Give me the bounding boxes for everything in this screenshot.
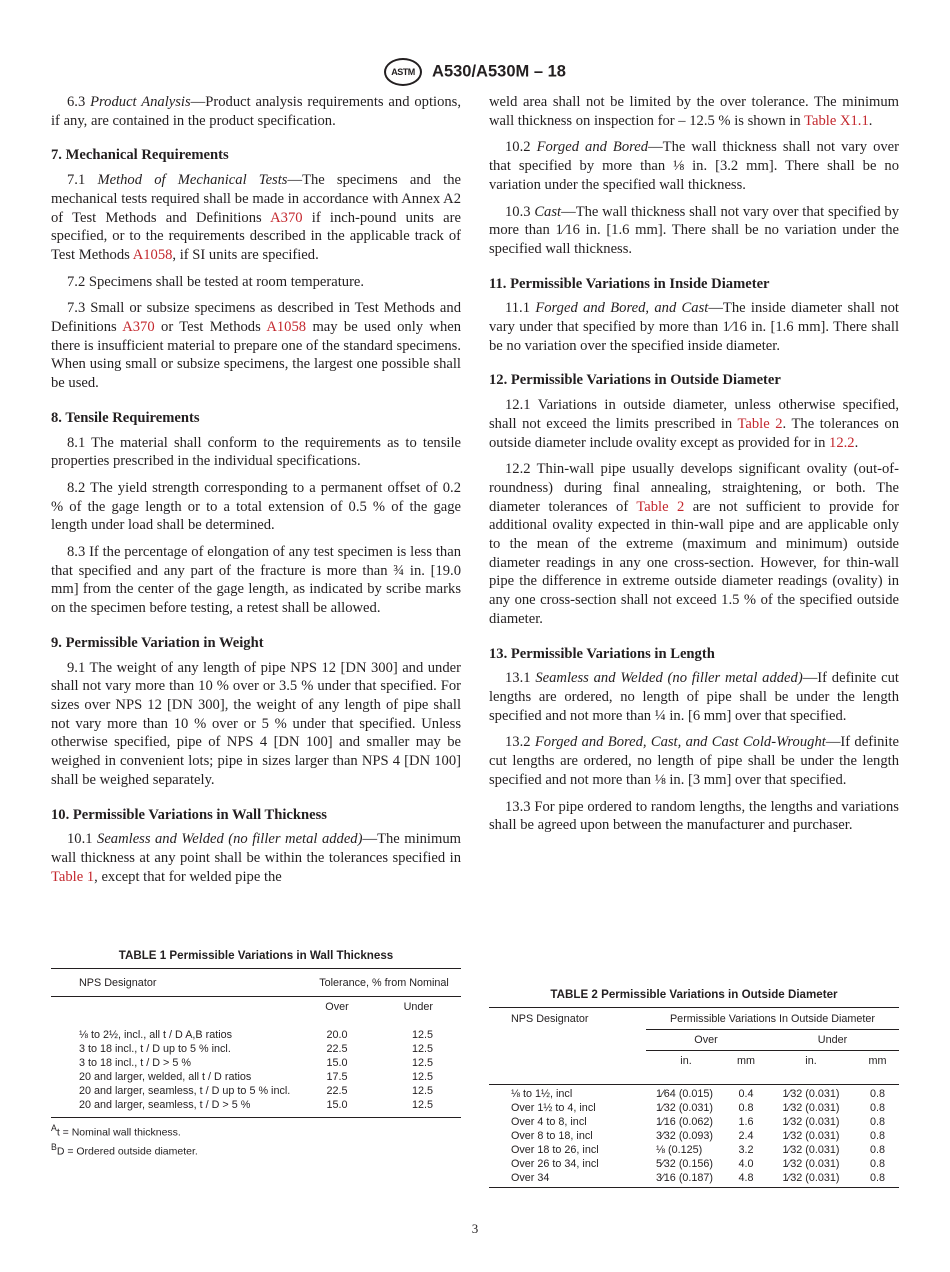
section-heading-11: 11. Permissible Variations in Inside Diameter	[489, 275, 770, 292]
column-header: in.	[646, 1051, 726, 1085]
column-header: in.	[766, 1051, 856, 1085]
table-row: 20 and larger, seamless, t / D > 5 % 15.0 12.5	[79, 1099, 433, 1111]
column-header: Tolerance, % from Nominal	[319, 977, 449, 989]
table-footnotes	[51, 1117, 461, 1158]
column-header: mm	[726, 1051, 766, 1085]
table-row: Over 26 to 34, incl 5⁄32 (0.156) 4.0 1⁄32 (0.031) 0.8	[511, 1158, 885, 1170]
paragraph-10-3: 10.3 Cast—The wall thickness shall not vary over that specified by more than 1⁄16 in. [1.6 mm]. There shall be no variation under the specified wall thickness.	[489, 203, 899, 257]
table-row: ⅛ to 2½, incl., all t / D A,B ratios 20.0 12.5	[79, 1029, 433, 1041]
section-heading-12: 12. Permissible Variations in Outside Diameter	[489, 372, 781, 389]
paragraph-8-2: 8.2 The yield strength corresponding to a permanent offset of 0.2 % of the gage length or to a total extension of 0.5 % of the gage length under load shall be determined.	[51, 479, 461, 534]
paragraph-10-1: 10.1 Seamless and Welded (no filler metal added)—The minimum wall thickness at any point shall be within the tolerances specified in Table 1, except that for welded pipe the	[51, 831, 461, 885]
paragraph-13-1: 13.1 Seamless and Welded (no filler metal added)—If definite cut lengths are ordered, no length of pipe shall be under the length specified and not more than ¼ in. [6 mm] over that specified.	[489, 670, 899, 724]
table-row: Over 8 to 18, incl 3⁄32 (0.093) 2.4 1⁄32 (0.031) 0.8	[511, 1130, 885, 1142]
ref-link-table-x1-1[interactable]: Table X1.1	[804, 112, 869, 129]
section-heading-9: 9. Permissible Variation in Weight	[51, 634, 264, 651]
ref-link-table-1[interactable]: Table 1	[51, 868, 95, 885]
table-row: Over 18 to 26, incl ⅛ (0.125) 3.2 1⁄32 (0.031) 0.8	[511, 1144, 885, 1156]
paragraph-8-1: 8.1 The material shall conform to the requirements as to tensile properties prescribed in the individual specifications.	[51, 434, 461, 470]
paragraph-6-3: 6.3 Product Analysis—Product analysis requirements and options, if any, are contained in the product specification.	[51, 94, 461, 129]
paragraph-13-2: 13.2 Forged and Bored, Cast, and Cast Cold-Wrought—If definite cut lengths are ordered, no length of pipe shall be under the length specified and not more than ⅛ in. [3 mm] over that specified.	[489, 734, 900, 788]
table-caption: TABLE 2 Permissible Variations in Outside Diameter	[550, 988, 838, 1001]
table-row: 3 to 18 incl., t / D up to 5 % incl. 22.5 12.5	[79, 1043, 433, 1055]
footnote-b: $^B$D = Ordered outside diameter.	[51, 1141, 198, 1157]
ref-link-a370[interactable]: A370	[122, 319, 155, 336]
document-id: A530/A530M – 18	[432, 62, 566, 81]
table-row: Over 4 to 8, incl 1⁄16 (0.062) 1.6 1⁄32 (0.031) 0.8	[511, 1116, 885, 1128]
paragraph-13-3: 13.3 For pipe ordered to random lengths, the lengths and variations shall be agreed upon between the manufacturer and purchaser.	[489, 798, 899, 834]
ref-link-table-2[interactable]: Table 2	[636, 498, 685, 515]
table-2	[489, 988, 899, 1188]
section-heading-8: 8. Tensile Requirements	[51, 409, 200, 426]
paragraph-10-1-continued: weld area shall not be limited by the over tolerance. The minimum wall thickness on inspection for – 12.5 % is shown in Table X1.1.	[489, 94, 899, 129]
paragraph-10-2: 10.2 Forged and Bored—The wall thickness shall not vary over that specified by more than ⅛ in. [3.2 mm]. There shall be no variation under the specified wall thickness.	[489, 139, 899, 193]
ref-link-12-2[interactable]: 12.2	[829, 434, 855, 451]
section-heading-7: 7. Mechanical Requirements	[51, 147, 229, 164]
page-number: 3	[471, 1221, 479, 1236]
astm-logo-icon: ASTM	[384, 58, 422, 86]
paragraph-7-2: 7.2 Specimens shall be tested at room temperature.	[67, 273, 365, 290]
column-header: Over	[646, 1030, 766, 1051]
paragraph-11-1: 11.1 Forged and Bored, and Cast—The inside diameter shall not vary under that specified by more than 1⁄16 in. [1.6 mm]. There shall be no variation over the specified inside diameter.	[489, 300, 899, 354]
left-column	[51, 93, 461, 894]
column-header: Under	[367, 997, 461, 1029]
table-bottom-rule	[489, 1187, 899, 1188]
ref-link-a1058[interactable]: A1058	[132, 246, 173, 263]
ref-link-a1058[interactable]: A1058	[266, 319, 307, 336]
column-header: Over	[307, 997, 367, 1029]
column-header: mm	[856, 1051, 899, 1085]
section-heading-10: 10. Permissible Variations in Wall Thickness	[51, 806, 327, 823]
table-1	[51, 949, 461, 1158]
table-row: ⅛ to 1½, incl 1⁄64 (0.015) 0.4 1⁄32 (0.031) 0.8	[489, 1085, 899, 1102]
ref-link-table-2[interactable]: Table 2	[737, 415, 783, 432]
table-row: 20 and larger, seamless, t / D up to 5 % incl. 22.5 12.5	[79, 1085, 433, 1097]
ref-link-a370[interactable]: A370	[270, 209, 303, 226]
right-column	[489, 93, 899, 843]
column-header: Permissible Variations In Outside Diameter	[669, 1013, 876, 1025]
column-header: Under	[766, 1030, 899, 1051]
column-header: NPS Designator	[79, 977, 157, 989]
paragraph-8-3: 8.3 If the percentage of elongation of any test specimen is less than that specified and any part of the fracture is more than ¾ in. [19.0 mm] from the center of the gage length, as indicated by scribe marks on the specimen before testing, a retest shall be allowed.	[51, 544, 461, 617]
table-row: Over 34 3⁄16 (0.187) 4.8 1⁄32 (0.031) 0.8	[511, 1172, 885, 1184]
table-row: 3 to 18 incl., t / D > 5 % 15.0 12.5	[79, 1057, 433, 1069]
paragraph-7-3: 7.3 Small or subsize specimens as described in Test Methods and Definitions A370 or Test Methods A1058 may be used only when there is insufficient material to prepare one of the standard specimens. When using small or subsize specimens, the largest one possible shall be used.	[51, 300, 462, 392]
paragraph-7-1: 7.1 Method of Mechanical Tests—The specimens and the mechanical tests required shall be made in accordance with Annex A2 of Test Methods and Definitions A370 if inch-pound units are specified, or to the requirements described in the applicable track of Test Methods A1058, if SI units are specified.	[51, 172, 461, 263]
paragraph-12-2: 12.2 Thin-wall pipe usually develops significant ovality (out-of-roundness) during final annealing, straightening, or both. The diameter tolerances of Table 2 are not sufficient to provide for additional ovality expected in thin-wall pipe and are applicable only to the mean of the extreme (maximum and minimum) outside diameter readings in any one cross-section. However, for thin-wall pipe the difference in extreme outside diameter readings (ovality) in any one cross-section shall not exceed 1.5 % of the specified outside diameter.	[489, 461, 900, 627]
paragraph-9-1: 9.1 The weight of any length of pipe NPS 12 [DN 300] and under shall not vary more than 10 % over or 3.5 % under that specified. For sizes over NPS 12 [DN 300], the weight of any length of pipe shall not vary more than 10 % over or 5 % under that specified. Unless otherwise specified, pipe of NPS 4 [DN 100] and smaller may be weighed in convenient lots; pipe in sizes larger than NPS 4 [DN 100] shall be weighed separately.	[51, 659, 461, 788]
column-header: NPS Designator	[511, 1013, 589, 1025]
paragraph-12-1: 12.1 Variations in outside diameter, unless otherwise specified, shall not exceed the limits prescribed in Table 2. The tolerances on outside diameter include ovality except as provided for in 12.2.	[489, 397, 900, 451]
table-caption: TABLE 1 Permissible Variations in Wall Thickness	[118, 949, 394, 962]
table-row: 20 and larger, welded, all t / D ratios 17.5 12.5	[79, 1071, 433, 1083]
section-heading-13: 13. Permissible Variations in Length	[489, 645, 715, 662]
table-row: Over 1½ to 4, incl 1⁄32 (0.031) 0.8 1⁄32 (0.031) 0.8	[511, 1102, 885, 1114]
footnote-a: $^A$t = Nominal wall thickness.	[51, 1123, 181, 1139]
page-header	[0, 58, 950, 86]
